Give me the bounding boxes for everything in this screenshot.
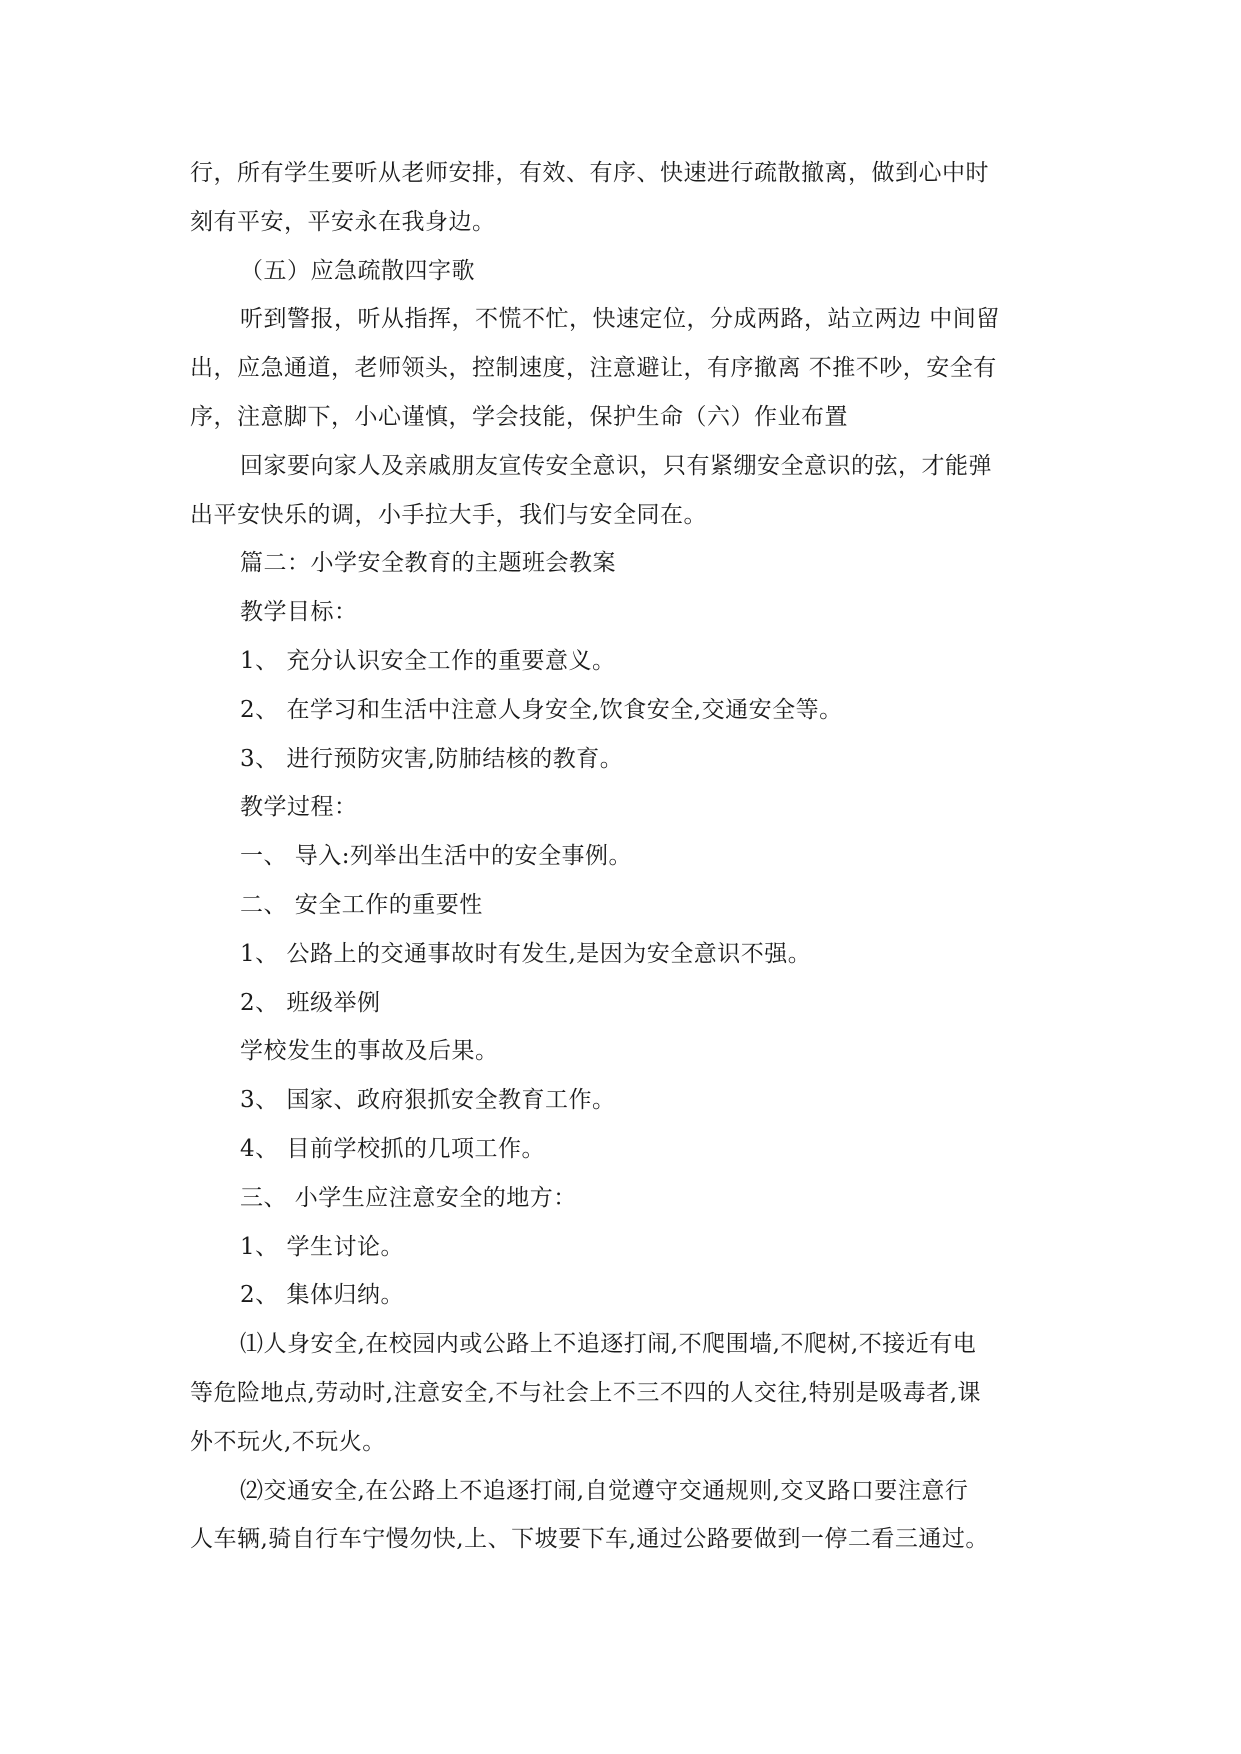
paragraph-line: 出平安快乐的调，小手拉大手，我们与安全同在。 [190, 502, 707, 528]
list-item: 三、 小学生应注意安全的地方： [240, 1185, 577, 1211]
list-item: 一、 导入:列举出生活中的安全事例。 [240, 843, 633, 869]
paragraph-line: ⑵交通安全,在公路上不追逐打闹,自觉遵守交通规则,交叉路口要注意行 [240, 1478, 969, 1504]
section-heading: 篇二：小学安全教育的主题班会教案 [240, 550, 616, 576]
list-item: 3、 国家、政府狠抓安全教育工作。 [240, 1087, 616, 1113]
paragraph-line: 等危险地点,劳动时,注意安全,不与社会上不三不四的人交往,特别是吸毒者,课 [190, 1380, 982, 1406]
paragraph-line: ⑴人身安全,在校园内或公路上不追逐打闹,不爬围墙,不爬树,不接近有电 [240, 1331, 977, 1357]
list-item: 2、 班级举例 [240, 990, 381, 1016]
section-heading: （五）应急疏散四字歌 [240, 258, 475, 284]
list-item: 3、 进行预防灾害,防肺结核的教育。 [240, 746, 624, 772]
list-item: 4、 目前学校抓的几项工作。 [240, 1136, 545, 1162]
paragraph-line: 听到警报，听从指挥，不慌不忙，快速定位，分成两路，站立两边 中间留 [240, 306, 1000, 332]
section-heading: 教学过程： [240, 794, 358, 820]
list-item: 2、 在学习和生活中注意人身安全,饮食安全,交通安全等。 [240, 697, 843, 723]
list-item: 二、 安全工作的重要性 [240, 892, 483, 918]
paragraph-line: 回家要向家人及亲戚朋友宣传安全意识，只有紧绷安全意识的弦，才能弹 [240, 453, 992, 479]
list-item: 1、 充分认识安全工作的重要意义。 [240, 648, 616, 674]
list-item: 2、 集体归纳。 [240, 1282, 404, 1308]
paragraph-line: 学校发生的事故及后果。 [240, 1038, 499, 1064]
paragraph-line: 序，注意脚下，小心谨慎，学会技能，保护生命（六）作业布置 [190, 404, 848, 430]
paragraph-line: 出，应急通道，老师领头，控制速度，注意避让，有序撤离 不推不吵，安全有 [190, 355, 997, 381]
paragraph-line: 行，所有学生要听从老师安排，有效、有序、快速进行疏散撤离，做到心中时 [190, 160, 989, 186]
paragraph-line: 外不玩火,不玩火。 [190, 1429, 386, 1455]
paragraph-line: 人车辆,骑自行车宁慢勿快,上、下坡要下车,通过公路要做到一停二看三通过。 [190, 1526, 989, 1552]
paragraph-line: 刻有平安，平安永在我身边。 [190, 209, 496, 235]
list-item: 1、 学生讨论。 [240, 1234, 404, 1260]
list-item: 1、 公路上的交通事故时有发生,是因为安全意识不强。 [240, 941, 812, 967]
section-heading: 教学目标： [240, 599, 358, 625]
